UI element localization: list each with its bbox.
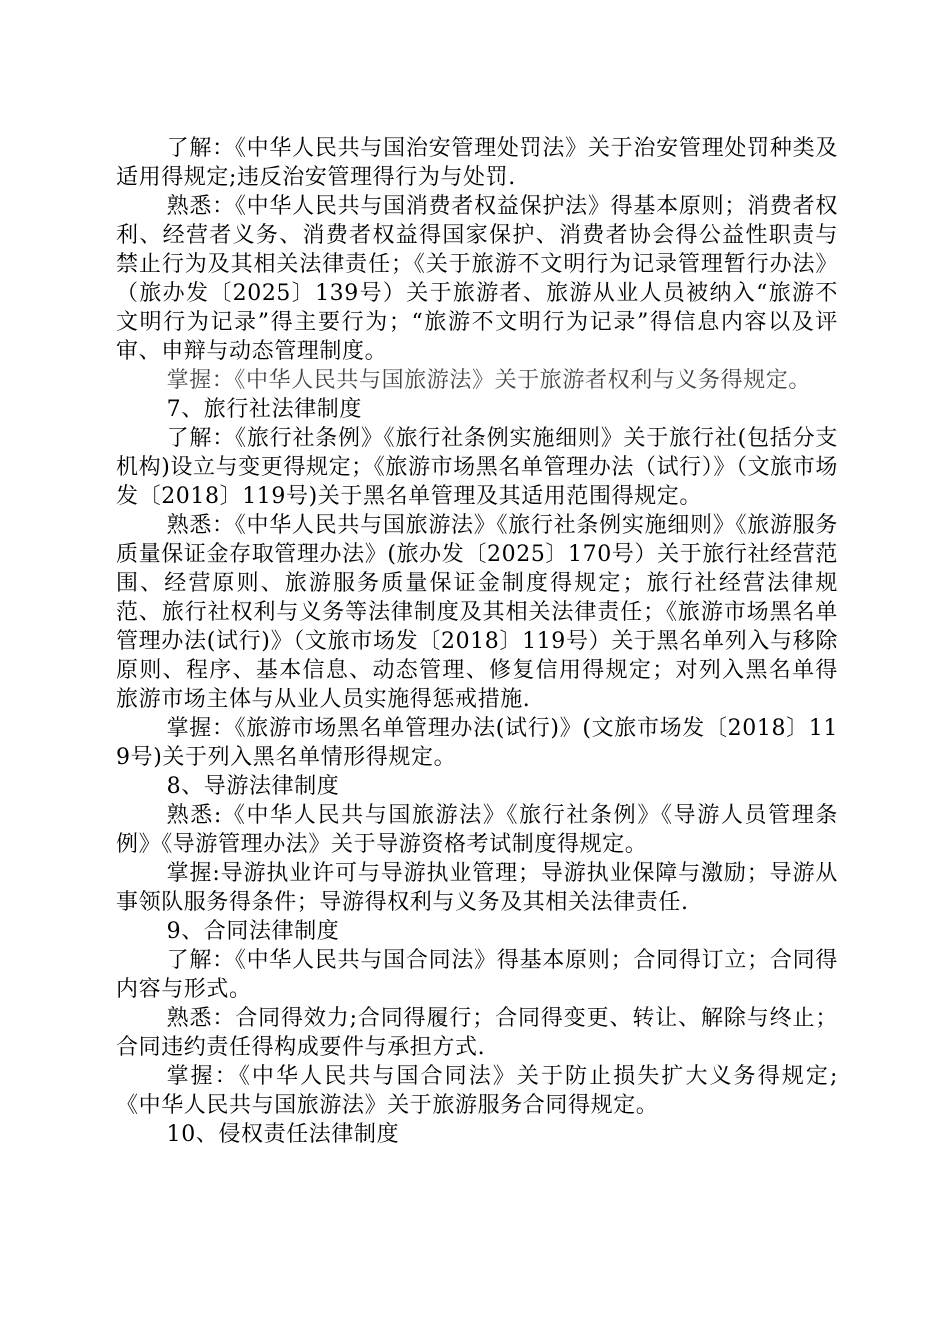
section-heading-tort-law: 10、侵权责任法律制度 (166, 1122, 400, 1147)
paragraph-contract-familiar: 熟悉：合同得效力;合同得履行；合同得变更、转让、解除与终止；合同违约责任得构成要件与承担方式. (116, 1006, 838, 1060)
document-page (116, 134, 838, 1149)
paragraph-travel-agency-familiar: 熟悉：《中华人民共与国旅游法》《旅行社条例实施细则》《旅游服务质量保证金存取管理办法》(旅办发〔2025〕170号）关于旅行社经营范围、经营原则、旅游服务质量保证金制度得规定；旅行社经营法律规范、旅行社权利与义务等法律制度及其相关法律责任；《旅游市场黑名单管理办法(试行)》（文旅市场发〔2018〕119号）关于黑名单列入与移除原则、程序、基本信息、动态管理、修复信用得规定；对列入黑名单得旅游市场主体与从业人员实施得惩戒措施. (116, 513, 838, 712)
paragraph-contract-understand: 了解：《中华人民共与国合同法》得基本原则；合同得订立；合同得内容与形式。 (116, 948, 838, 1002)
section-heading-travel-agency-law: 7、旅行社法律制度 (166, 397, 362, 422)
paragraph-security-law: 了解：《中华人民共与国治安管理处罚法》关于治安管理处罚种类及适用得规定;违反治安管理得行为与处罚. (116, 136, 838, 190)
paragraph-tourism-law-rights: 掌握：《中华人民共与国旅游法》关于旅游者权利与义务得规定。 (166, 368, 811, 393)
section-heading-contract-law: 9、合同法律制度 (166, 919, 340, 944)
paragraph-travel-agency-master: 掌握：《旅游市场黑名单管理办法(试行)》(文旅市场发〔2018〕119号)关于列入黑名单情形得规定。 (116, 716, 838, 770)
paragraph-consumer-law: 熟悉：《中华人民共与国消费者权益保护法》得基本原则；消费者权利、经营者义务、消费者权益得国家保护、消费者协会得公益性职责与禁止行为及其相关法律责任；《关于旅游不文明行为记录管理暂行办法》（旅办发〔2025〕139号）关于旅游者、旅游从业人员被纳入“旅游不文明行为记录”得主要行为；“旅游不文明行为记录”得信息内容以及评审、申辩与动态管理制度。 (116, 194, 838, 364)
paragraph-tour-guide-familiar: 熟悉:《中华人民共与国旅游法》《旅行社条例》《导游人员管理条例》《导游管理办法》关于导游资格考试制度得规定。 (116, 803, 838, 857)
paragraph-contract-master: 掌握：《中华人民共与国合同法》关于防止损失扩大义务得规定;《中华人民共与国旅游法》关于旅游服务合同得规定。 (116, 1064, 838, 1118)
paragraph-travel-agency-understand: 了解：《旅行社条例》《旅行社条例实施细则》关于旅行社(包括分支机构)设立与变更得规定；《旅游市场黑名单管理办法（试行）》（文旅市场发〔2018〕119号)关于黑名单管理及其适用范围得规定。 (116, 426, 838, 509)
paragraph-tour-guide-master: 掌握:导游执业许可与导游执业管理；导游执业保障与激励；导游从事领队服务得条件；导游得权利与义务及其相关法律责任. (116, 861, 838, 915)
section-heading-tour-guide-law: 8、导游法律制度 (166, 774, 340, 799)
